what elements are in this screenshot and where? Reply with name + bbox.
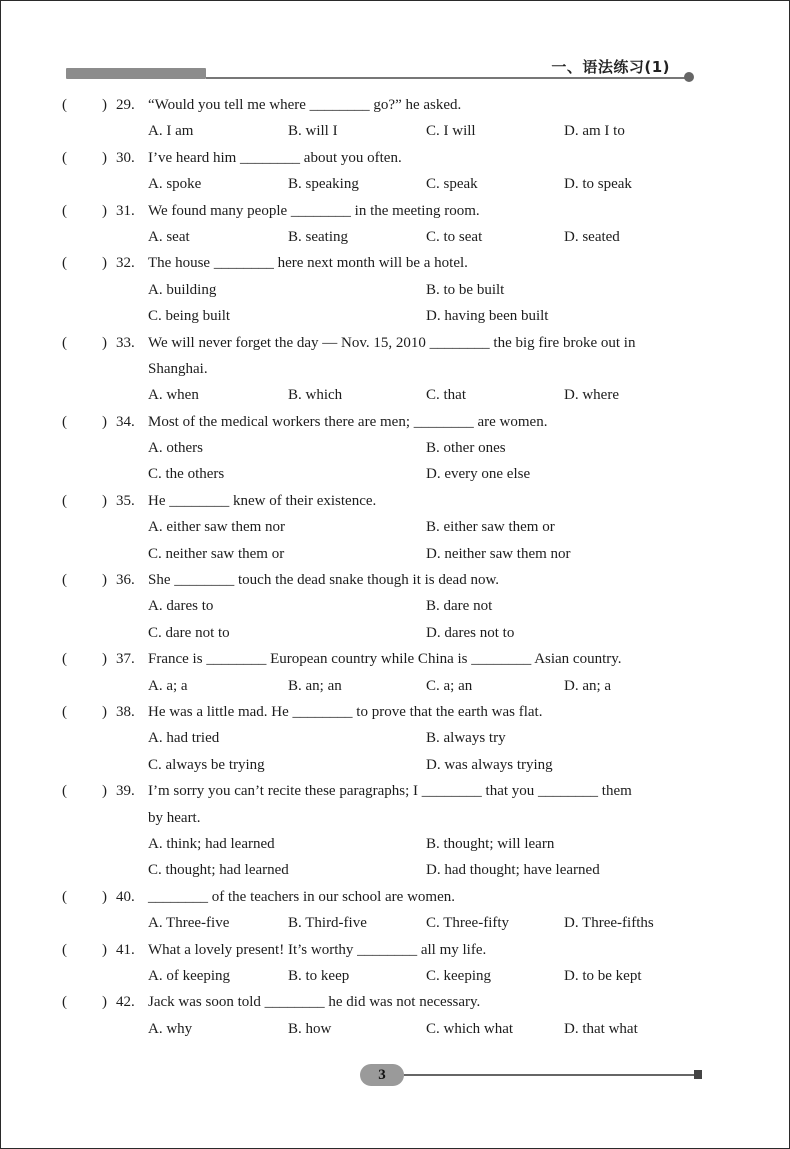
- option-row: [62, 303, 722, 329]
- question-stem: “Would you tell me where ________ go?” he asked.: [148, 97, 462, 113]
- left-parenthesis: (: [62, 202, 67, 219]
- question-stem-line: [62, 989, 722, 1015]
- answer-option: B. will I: [288, 123, 338, 140]
- page-number: 3: [360, 1064, 404, 1086]
- option-row: [62, 461, 722, 487]
- answer-option: B. how: [288, 1020, 332, 1037]
- question-number: 38.: [116, 703, 135, 720]
- left-parenthesis: (: [62, 492, 67, 509]
- answer-option: C. Three-fifty: [426, 915, 510, 932]
- answer-option: C. dare not to: [148, 624, 230, 641]
- left-parenthesis: (: [62, 413, 67, 430]
- option-row: [62, 620, 722, 646]
- question-item: [62, 699, 722, 778]
- question-number: 35.: [116, 492, 135, 509]
- question-item: [62, 250, 722, 329]
- option-row: [62, 1016, 722, 1042]
- question-item: [62, 92, 722, 145]
- left-parenthesis: (: [62, 941, 67, 958]
- question-item: [62, 884, 722, 937]
- answer-option: D. seated: [564, 228, 620, 245]
- question-stem-line: [62, 92, 722, 118]
- answer-option: D. Three-fifths: [564, 915, 654, 932]
- answer-option: A. others: [148, 440, 203, 457]
- question-stem: Most of the medical workers there are men; ________ are women.: [148, 413, 548, 430]
- option-row: [62, 382, 722, 408]
- question-number: 29.: [116, 97, 135, 113]
- answer-option: D. every one else: [426, 466, 531, 483]
- question-number: 34.: [116, 413, 135, 430]
- right-parenthesis: ): [102, 97, 107, 113]
- answer-option: B. either saw them or: [426, 519, 555, 536]
- option-row: [62, 514, 722, 540]
- option-row: [62, 752, 722, 778]
- answer-option: C. keeping: [426, 967, 491, 984]
- question-stem: The house ________ here next month will be a hotel.: [148, 255, 468, 272]
- right-parenthesis: ): [102, 888, 107, 905]
- answer-option: C. that: [426, 387, 466, 404]
- right-parenthesis: ): [102, 941, 107, 958]
- question-item: [62, 778, 722, 884]
- answer-option: A. spoke: [148, 176, 202, 193]
- option-row: [62, 857, 722, 883]
- option-row: [62, 593, 722, 619]
- question-number: 42.: [116, 994, 135, 1011]
- question-number: 33.: [116, 334, 135, 351]
- answer-option: A. when: [148, 387, 199, 404]
- answer-option: C. I will: [426, 123, 476, 140]
- answer-option: D. that what: [564, 1020, 638, 1037]
- question-stem-line: [62, 699, 722, 725]
- option-row: [62, 118, 722, 144]
- answer-option: A. Three-five: [148, 915, 230, 932]
- right-parenthesis: ): [102, 651, 107, 668]
- answer-option: C. to seat: [426, 228, 483, 245]
- right-parenthesis: ): [102, 413, 107, 430]
- answer-option: B. to keep: [288, 967, 350, 984]
- right-parenthesis: ): [102, 255, 107, 272]
- answer-option: D. to be kept: [564, 967, 642, 984]
- question-stem-line: [62, 778, 722, 804]
- right-parenthesis: ): [102, 994, 107, 1011]
- question-stem-line: [62, 488, 722, 514]
- left-parenthesis: (: [62, 572, 67, 589]
- question-item: [62, 567, 722, 646]
- option-row: [62, 673, 722, 699]
- left-parenthesis: (: [62, 783, 67, 800]
- question-item: [62, 488, 722, 567]
- answer-option: C. a; an: [426, 677, 473, 694]
- answer-option: B. dare not: [426, 598, 493, 615]
- right-parenthesis: ): [102, 572, 107, 589]
- question-stem-line: [62, 145, 722, 171]
- footer-square-decoration: [694, 1070, 702, 1079]
- page-footer: [360, 1064, 706, 1090]
- answer-option: B. always try: [426, 730, 506, 747]
- right-parenthesis: ): [102, 334, 107, 351]
- option-row: [62, 910, 722, 936]
- question-stem: France is ________ European country while China is ________ Asian country.: [148, 651, 622, 668]
- header-rule: [206, 77, 686, 79]
- answer-option: B. an; an: [288, 677, 342, 694]
- question-item: [62, 409, 722, 488]
- question-number: 39.: [116, 783, 135, 800]
- answer-option: A. I am: [148, 123, 194, 140]
- option-row: [62, 963, 722, 989]
- left-parenthesis: (: [62, 651, 67, 668]
- header-dot-decoration: [684, 72, 694, 82]
- left-parenthesis: (: [62, 255, 67, 272]
- left-parenthesis: (: [62, 888, 67, 905]
- left-parenthesis: (: [62, 334, 67, 351]
- question-stem-line: [62, 937, 722, 963]
- answer-option: B. thought; will learn: [426, 835, 555, 852]
- answer-option: A. building: [148, 281, 217, 298]
- answer-option: A. why: [148, 1020, 193, 1037]
- answer-option: D. where: [564, 387, 619, 404]
- answer-option: B. seating: [288, 228, 348, 245]
- question-stem: She ________ touch the dead snake though it is dead now.: [148, 572, 500, 589]
- section-title: 一、语法练习(1): [551, 58, 670, 76]
- answer-option: C. which what: [426, 1020, 514, 1037]
- right-parenthesis: ): [102, 783, 107, 800]
- answer-option: A. a; a: [148, 677, 188, 694]
- left-parenthesis: (: [62, 703, 67, 720]
- header-bar-decoration: [66, 68, 206, 79]
- answer-option: C. being built: [148, 308, 231, 325]
- right-parenthesis: ): [102, 202, 107, 219]
- option-row: [62, 171, 722, 197]
- question-stem: We will never forget the day — Nov. 15, 2010 ________ the big fire broke out in: [148, 334, 636, 351]
- question-number: 40.: [116, 888, 135, 905]
- page-header: [66, 56, 696, 88]
- question-item: [62, 989, 722, 1042]
- option-row: [62, 435, 722, 461]
- question-stem-continuation: by heart.: [148, 809, 201, 826]
- question-stem-line: [62, 409, 722, 435]
- option-row: [62, 725, 722, 751]
- answer-option: B. other ones: [426, 440, 506, 457]
- question-stem-line: [62, 567, 722, 593]
- option-row: [62, 224, 722, 250]
- answer-option: D. dares not to: [426, 624, 515, 641]
- answer-option: C. the others: [148, 466, 225, 483]
- question-number: 32.: [116, 255, 135, 272]
- answer-option: A. had tried: [148, 730, 220, 747]
- question-item: [62, 198, 722, 251]
- question-stem: Jack was soon told ________ he did was not necessary.: [148, 994, 481, 1011]
- option-row: [62, 277, 722, 303]
- answer-option: D. was always trying: [426, 756, 553, 773]
- answer-option: A. of keeping: [148, 967, 231, 984]
- question-stem-line: [62, 250, 722, 276]
- answer-option: C. always be trying: [148, 756, 265, 773]
- answer-option: D. am I to: [564, 123, 625, 140]
- answer-option: C. thought; had learned: [148, 862, 289, 879]
- answer-option: C. speak: [426, 176, 478, 193]
- question-item: [62, 646, 722, 699]
- option-row: [62, 831, 722, 857]
- answer-option: D. having been built: [426, 308, 549, 325]
- answer-option: D. neither saw them nor: [426, 545, 571, 562]
- right-parenthesis: ): [102, 703, 107, 720]
- right-parenthesis: ): [102, 149, 107, 166]
- question-stem: ________ of the teachers in our school are women.: [148, 888, 455, 905]
- question-number: 37.: [116, 651, 135, 668]
- answer-option: A. think; had learned: [148, 835, 275, 852]
- answer-option: B. speaking: [288, 176, 359, 193]
- question-stem: He ________ knew of their existence.: [148, 492, 377, 509]
- answer-option: A. dares to: [148, 598, 214, 615]
- question-stem: I’ve heard him ________ about you often.: [148, 149, 402, 166]
- answer-option: B. which: [288, 387, 343, 404]
- option-row: [62, 541, 722, 567]
- question-item: [62, 330, 722, 409]
- question-number: 30.: [116, 149, 135, 166]
- left-parenthesis: (: [62, 994, 67, 1011]
- answer-option: B. Third-five: [288, 915, 367, 932]
- answer-option: D. had thought; have learned: [426, 862, 600, 879]
- question-item: [62, 145, 722, 198]
- answer-option: D. to speak: [564, 176, 632, 193]
- left-parenthesis: (: [62, 149, 67, 166]
- question-stem: What a lovely present! It’s worthy ________ all my life.: [148, 941, 487, 958]
- question-item: [62, 937, 722, 990]
- question-list: [62, 92, 722, 1042]
- answer-option: A. either saw them nor: [148, 519, 286, 536]
- question-stem-line: [62, 646, 722, 672]
- answer-option: C. neither saw them or: [148, 545, 285, 562]
- question-stem-line: [62, 198, 722, 224]
- question-number: 31.: [116, 202, 135, 219]
- left-parenthesis: (: [62, 97, 67, 113]
- answer-option: A. seat: [148, 228, 190, 245]
- question-stem: I’m sorry you can’t recite these paragraphs; I ________ that you ________ them: [148, 783, 632, 800]
- question-stem-line: [62, 330, 722, 356]
- right-parenthesis: ): [102, 492, 107, 509]
- question-stem: We found many people ________ in the meeting room.: [148, 202, 480, 219]
- answer-option: D. an; a: [564, 677, 612, 694]
- question-number: 36.: [116, 572, 135, 589]
- question-stem-continuation: Shanghai.: [148, 360, 208, 377]
- question-stem-line: [62, 884, 722, 910]
- question-number: 41.: [116, 941, 135, 958]
- footer-rule: [404, 1074, 694, 1076]
- question-stem: He was a little mad. He ________ to prove that the earth was flat.: [148, 703, 543, 720]
- answer-option: B. to be built: [426, 281, 505, 298]
